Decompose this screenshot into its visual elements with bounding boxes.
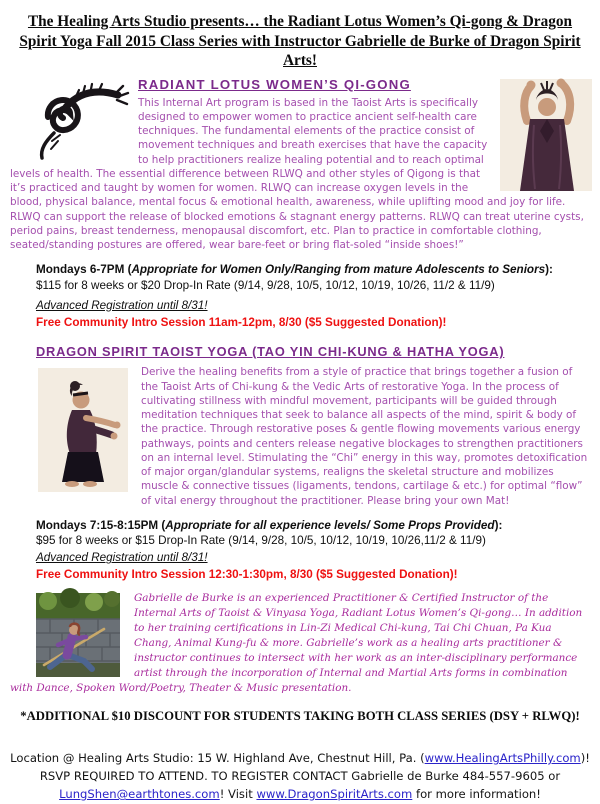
qigong-arms-raised-photo: [500, 79, 592, 191]
yoga-paragraph: Derive the healing benefits from a style of practice that brings together a fusion of the Taoist Arts of Chi-kung & the Vedic Arts of restorative Yoga. In the process of cultivating stillness with mindful movement, participants will be guided through meditation techniques that seek to balance all aspects of the mind, spirit & body of the practice. Through restorative poses & gentle flowing movements various energy pathways, points and centers release negative blockages to strengthen practitioners on an internal level. Stimulating the “Chi” energy in this way, promotes detoxification of major organ/glandular systems, realigns the skeletal structure and mobilizes muscle & connective tissues (ligaments, tendons, cartilage & etc.) for optimal “flow” of vital energy throughout the practitioner. Please bring your own Mat!: [141, 366, 588, 507]
yoga-when-audience: Appropriate for all experience levels/ Some Props Provided: [165, 518, 495, 532]
footer-more-info-text: for more information!: [412, 787, 541, 802]
footer-rsvp-line: RSVP REQUIRED TO ATTEND. TO REGISTER CONTACT Gabrielle de Burke 484-557-9605 or: [39, 769, 561, 784]
qigong-schedule-when: [36, 262, 596, 277]
qigong-schedule: [36, 262, 596, 330]
footer-location-text: Location @ Healing Arts Studio: 15 W. Highland Ave, Chestnut Hill, Pa. (: [10, 751, 425, 766]
yoga-when-prefix: Mondays 7:15-8:15PM (: [36, 518, 166, 532]
yoga-schedule-price: $95 for 8 weeks or $15 Drop-In Rate (9/14, 9/28, 10/5, 10/12, 10/19, 10/26,11/2 & 11/9): [36, 534, 486, 547]
yoga-registration-deadline: Advanced Registration until 8/31!: [36, 551, 208, 565]
qigong-photo-image: [500, 79, 592, 191]
qigong-schedule-price: $115 for 8 weeks or $20 Drop-In Rate (9/14, 9/28, 10/5, 10/12, 10/19, 10/26, 11/2 & 11/9): [36, 278, 495, 292]
yoga-schedule: [36, 518, 596, 583]
flyer-page: [0, 12, 600, 802]
instructor-bio-section: [10, 591, 588, 697]
qigong-when-suffix: ):: [545, 263, 553, 277]
instructor-bio-text: Gabrielle de Burke is an experienced Practitioner & Certified Instructor of the Internal Arts of Taoist & Vinyasa Yoga, Radiant Lotus Women’s Qi-gong… In addition to her training certifications in Lin-Zi Medical Chi-kung, Tai Chi Chuan, Pa Kua Chang, Animal Kung-fu & more. Gabrielle’s work as a healing arts practitioner & instructor continues to intersect with her work as an inter-disciplinary performance artist through the incorporation of Internal and Martial Arts forms in combination with Dance, Spoken Word/Poetry, Theater & Music presentation.: [10, 591, 583, 695]
dragon-spirit-arts-link[interactable]: www.DragonSpiritArts.com: [256, 787, 413, 802]
qigong-free-intro-session: Free Community Intro Session 11am-12pm, 8/30 ($5 Suggested Donation)!: [36, 316, 447, 330]
yoga-photo-image: [38, 368, 128, 492]
dragon-ink-illustration: [24, 81, 128, 161]
qigong-paragraph: This Internal Art program is based in the Taoist Arts is specifically designed to empower women to practice ancient self-health care techniques. The fundamental elements of the practice consist of movement techniques and breath exercises that have the capacity to help practitioners realize healing potential and to reach optimal levels of health. The essential difference between RLWQ and other styles of Qigong is that it’s practiced and taught by women for women. RLWQ can increase oxygen levels in the blood, physical balance, mental focus & emotional health, awareness, while uplifting mood and joy for life. RLWQ can support the release of blocked emotions & stagnant energy patterns. RLWQ can treat uterine cysts, period pains, breast tenderness, menopausal discomfort, etc. Plan to practice in comfortable clothing, seated/standing postures are offered, wear bare-feet or bring flat-soled “inside shoes!”: [10, 96, 584, 252]
email-link[interactable]: LungShen@earthtones.com: [59, 787, 220, 802]
yoga-squat-pose-photo: [38, 368, 128, 492]
instructor-outdoor-photo: [36, 593, 120, 677]
qigong-when-audience: Appropriate for Women Only/Ranging from mature Adolescents to Seniors: [131, 263, 546, 277]
yoga-when-suffix: ):: [494, 518, 503, 532]
yoga-free-intro-session: Free Community Intro Session 12:30-1:30pm, 8/30 ($5 Suggested Donation)!: [36, 568, 458, 582]
yoga-heading-wrap: [36, 343, 592, 361]
bio-photo-image: [36, 593, 120, 677]
yoga-schedule-when: [36, 518, 596, 533]
yoga-heading: DRAGON SPIRIT TAOIST YOGA (TAO YIN CHI-KUNG & HATHA YOGA): [36, 344, 505, 360]
flyer-title: The Healing Arts Studio presents… the Radiant Lotus Women’s Qi-gong & Dragon Spirit Yoga Fall 2015 Class Series with Instructor Gabrielle de Burke of Dragon Spirit Arts!: [19, 13, 581, 70]
qigong-section: [10, 77, 592, 253]
footer-contact: [0, 750, 600, 804]
qigong-heading: RADIANT LOTUS WOMEN’S QI-GONG: [138, 76, 411, 92]
qigong-when-prefix: Mondays 6-7PM (: [36, 263, 132, 277]
healing-arts-philly-link[interactable]: www.HealingArtsPhilly.com: [424, 751, 581, 766]
qigong-registration-deadline: Advanced Registration until 8/31!: [36, 298, 208, 312]
yoga-section: [10, 365, 592, 508]
footer-links-line: [0, 786, 600, 804]
footer-visit-text: ! Visit: [219, 787, 257, 802]
footer-location-line: [0, 750, 600, 768]
discount-note: *ADDITIONAL $10 DISCOUNT FOR STUDENTS TAKING BOTH CLASS SERIES (DSY + RLWQ)!: [20, 709, 580, 724]
dragon-icon: [24, 81, 128, 161]
footer-location-suffix: )!: [580, 751, 590, 766]
